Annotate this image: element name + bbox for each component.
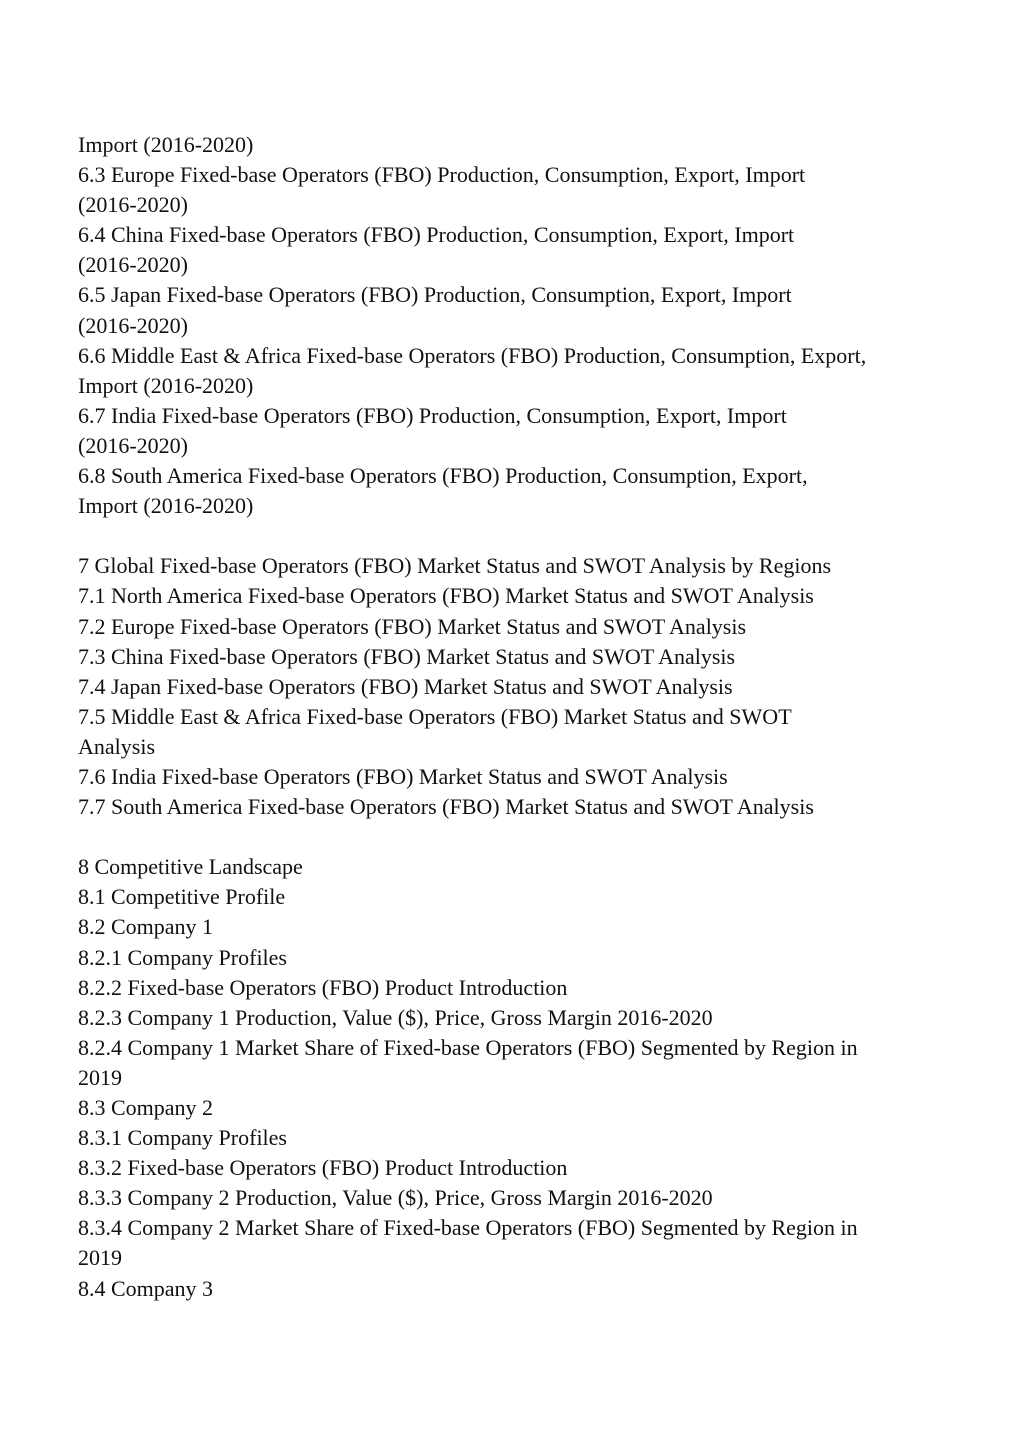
toc-line: 8.2.4 Company 1 Market Share of Fixed-base Operators (FBO) Segmented by Region in (78, 1034, 858, 1060)
toc-line: 2019 (78, 1064, 122, 1090)
toc-line: 8.3 Company 2 (78, 1095, 214, 1120)
toc-line: 8.4 Company 3 (78, 1275, 214, 1301)
section-gap (78, 521, 958, 551)
toc-line: 7.3 China Fixed-base Operators (FBO) Market Status and SWOT Analysis (78, 643, 736, 669)
toc-line: (2016-2020) (78, 192, 188, 218)
toc-line: 7.6 India Fixed-base Operators (FBO) Market Status and SWOT Analysis (78, 763, 728, 789)
section-6-block (78, 130, 958, 521)
section-heading: 7 Global Fixed-base Operators (FBO) Market Status and SWOT Analysis by Regions (78, 553, 832, 579)
toc-line: 8.2 Company 1 (78, 914, 214, 940)
toc-line: (2016-2020) (78, 432, 188, 458)
toc-line: Import (2016-2020) (78, 132, 254, 157)
toc-line: 8.2.3 Company 1 Production, Value ($), Price, Gross Margin 2016-2020 (78, 1004, 713, 1030)
toc-line: 7.5 Middle East & Africa Fixed-base Operators (FBO) Market Status and SWOT (78, 703, 792, 729)
toc-line: 7.4 Japan Fixed-base Operators (FBO) Market Status and SWOT Analysis (78, 673, 733, 699)
toc-line: 6.3 Europe Fixed-base Operators (FBO) Production, Consumption, Export, Import (78, 162, 806, 188)
toc-line: 7.1 North America Fixed-base Operators (FBO) Market Status and SWOT Analysis (78, 583, 814, 609)
toc-line: 8.3.4 Company 2 Market Share of Fixed-base Operators (FBO) Segmented by Region in (78, 1215, 858, 1241)
section-7-block (78, 551, 958, 822)
toc-line: 8.2.2 Fixed-base Operators (FBO) Product Introduction (78, 974, 568, 1000)
toc-line: Analysis (78, 733, 155, 759)
toc-line: 6.8 South America Fixed-base Operators (FBO) Production, Consumption, Export, (78, 463, 808, 489)
toc-line: 7.7 South America Fixed-base Operators (FBO) Market Status and SWOT Analysis (78, 794, 814, 820)
toc-line: 8.3.3 Company 2 Production, Value ($), Price, Gross Margin 2016-2020 (78, 1185, 713, 1211)
toc-line: Import (2016-2020) (78, 372, 254, 398)
toc-line: (2016-2020) (78, 312, 188, 338)
toc-line: 2019 (78, 1245, 122, 1271)
toc-line: 6.7 India Fixed-base Operators (FBO) Production, Consumption, Export, Import (78, 402, 787, 428)
toc-line: 7.2 Europe Fixed-base Operators (FBO) Market Status and SWOT Analysis (78, 613, 747, 639)
toc-line: 8.2.1 Company Profiles (78, 944, 287, 970)
section-heading: 8 Competitive Landscape (78, 854, 303, 880)
toc-line: 8.1 Competitive Profile (78, 884, 286, 910)
toc-line: 6.4 China Fixed-base Operators (FBO) Production, Consumption, Export, Import (78, 222, 795, 248)
toc-line: 6.6 Middle East & Africa Fixed-base Operators (FBO) Production, Consumption, Export, (78, 342, 867, 368)
section-gap (78, 822, 958, 852)
toc-line: (2016-2020) (78, 252, 188, 278)
toc-line: 8.3.2 Fixed-base Operators (FBO) Product Introduction (78, 1155, 568, 1181)
toc-line: Import (2016-2020) (78, 493, 254, 519)
toc-line: 6.5 Japan Fixed-base Operators (FBO) Production, Consumption, Export, Import (78, 282, 792, 308)
document-page (78, 130, 958, 1304)
section-8-block (78, 852, 958, 1303)
toc-line: 8.3.1 Company Profiles (78, 1125, 287, 1151)
